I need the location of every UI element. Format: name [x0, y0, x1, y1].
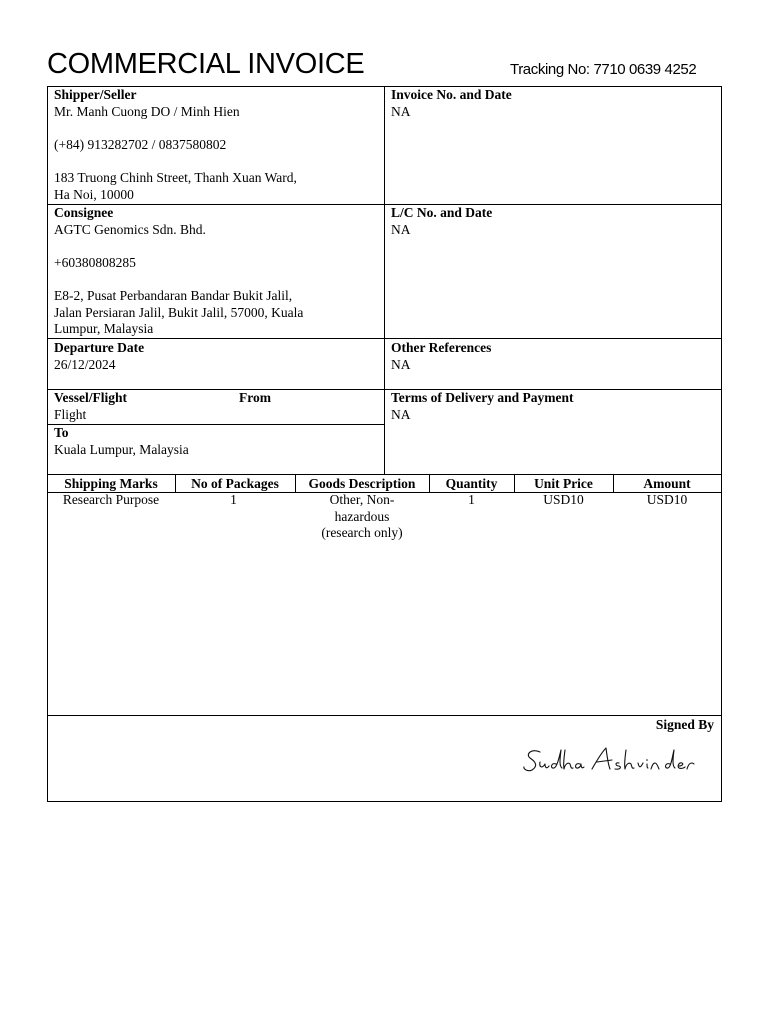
signature-divider [47, 715, 722, 716]
shipper-label: Shipper/Seller [54, 87, 137, 102]
row-quantity: 1 [468, 492, 475, 507]
lc-section [391, 205, 716, 238]
shipper-address-line2: Ha Noi, 10000 [54, 186, 134, 202]
row-divider-2 [47, 338, 722, 339]
other-references-label: Other References [391, 340, 492, 355]
th-no-of-packages: No of Packages [191, 476, 279, 491]
vessel-value: Flight [54, 406, 87, 422]
departure-section [54, 340, 379, 373]
vessel-section [54, 390, 379, 423]
row-description-line3: (research only) [321, 525, 403, 541]
consignee-phone: +60380808285 [54, 254, 136, 270]
terms-section [391, 390, 716, 423]
th-unit-price: Unit Price [534, 476, 593, 491]
terms-value: NA [391, 406, 411, 422]
lc-label: L/C No. and Date [391, 205, 493, 220]
tracking-number: Tracking No: 7710 0639 4252 [510, 61, 697, 78]
to-value: Kuala Lumpur, Malaysia [54, 441, 189, 457]
row-unit-price: USD10 [543, 492, 584, 507]
other-references-value: NA [391, 356, 411, 372]
signed-by-label: Signed By [655, 717, 714, 732]
row-description-line2: hazardous [334, 508, 390, 524]
consignee-address-line2: Jalan Persiaran Jalil, Bukit Jalil, 57000, Kuala [54, 304, 304, 320]
lc-value: NA [391, 221, 411, 237]
border-left [47, 86, 48, 802]
to-label: To [54, 425, 69, 440]
shipper-address-line1: 183 Truong Chinh Street, Thanh Xuan Ward, [54, 169, 297, 185]
th-quantity: Quantity [445, 476, 498, 491]
column-divider [384, 86, 385, 475]
th-goods-description: Goods Description [308, 476, 416, 491]
to-section [54, 425, 379, 458]
shipper-name: Mr. Manh Cuong DO / Minh Hien [54, 103, 240, 119]
row-description [295, 492, 429, 542]
consignee-section [54, 205, 379, 338]
handwritten-signature [520, 740, 700, 780]
shipper-phone: (+84) 913282702 / 0837580802 [54, 136, 227, 152]
border-bottom [47, 801, 722, 802]
consignee-label: Consignee [54, 205, 114, 220]
invoice-value: NA [391, 103, 411, 119]
invoice-title: COMMERCIAL INVOICE [47, 48, 365, 80]
vessel-label: Vessel/Flight [54, 390, 128, 405]
shipper-section [54, 87, 379, 203]
row-description-line1: Other, Non- [329, 492, 395, 507]
consignee-name: AGTC Genomics Sdn. Bhd. [54, 221, 206, 237]
row-shipping-marks: Research Purpose [62, 492, 160, 507]
terms-label: Terms of Delivery and Payment [391, 390, 574, 405]
consignee-address-line3: Lumpur, Malaysia [54, 321, 154, 337]
invoice-section [391, 87, 716, 120]
th-amount: Amount [643, 476, 691, 491]
row-amount: USD10 [646, 492, 688, 507]
other-references-section [391, 340, 716, 373]
border-right [721, 86, 722, 802]
consignee-address-line1: E8-2, Pusat Perbandaran Bandar Bukit Jalil, [54, 287, 293, 303]
departure-date: 26/12/2024 [54, 356, 116, 372]
from-label: From [239, 390, 271, 405]
row-packages: 1 [230, 492, 237, 507]
departure-label: Departure Date [54, 340, 145, 355]
th-shipping-marks: Shipping Marks [64, 476, 158, 491]
invoice-label: Invoice No. and Date [391, 87, 512, 102]
